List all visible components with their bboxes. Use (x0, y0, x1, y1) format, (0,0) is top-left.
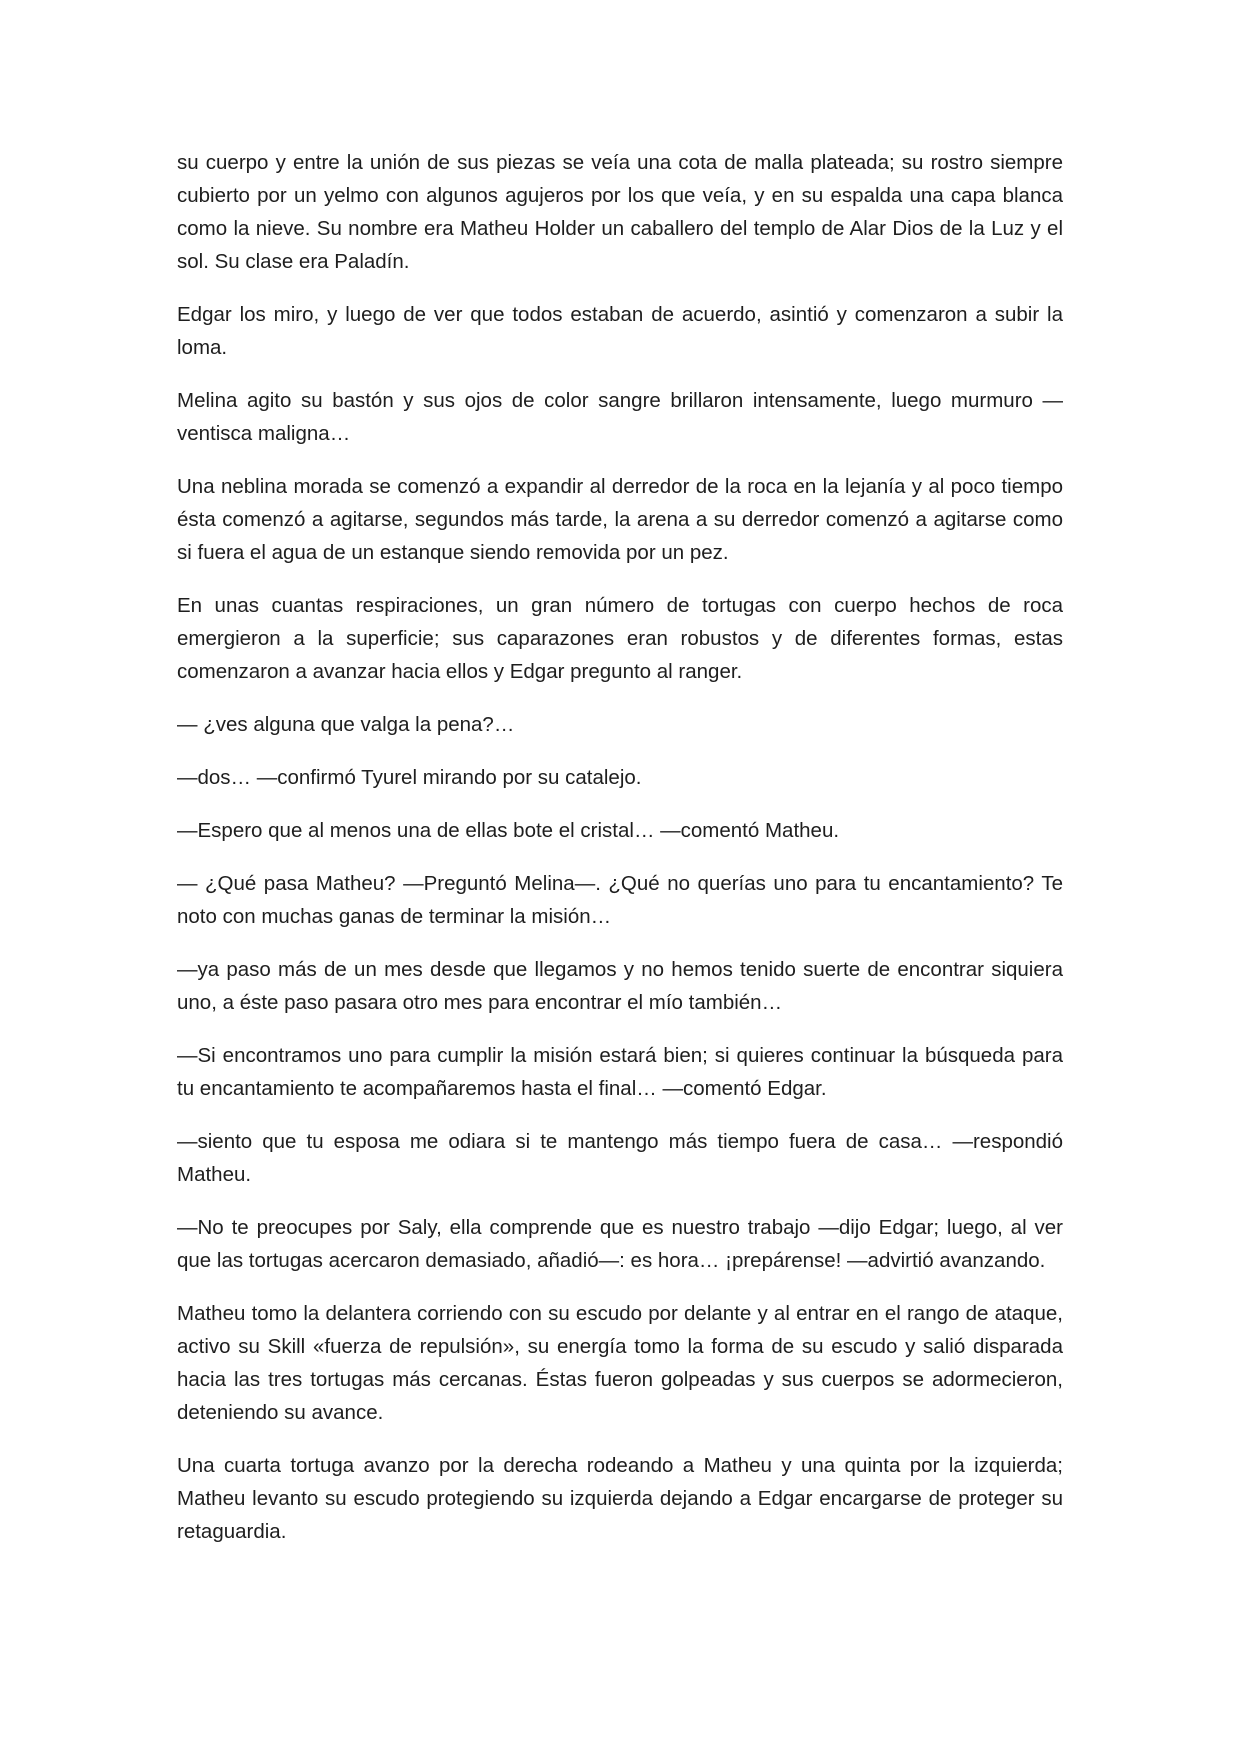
paragraph: su cuerpo y entre la unión de sus piezas se veía una cota de malla plateada; su rostro siempre cubierto por un yelmo con algunos agujeros por los que veía, y en su espalda una capa blanca como la nieve. Su nombre era Matheu Holder un caballero del templo de Alar Dios de la Luz y el sol. Su clase era Paladín. (177, 151, 1063, 273)
paragraph: Una neblina morada se comenzó a expandir al derredor de la roca en la lejanía y al poco tiempo ésta comenzó a agitarse, segundos más tarde, la arena a su derredor comenzó a agitarse como si fuera el agua de un estanque siendo removida por un pez. (177, 475, 1063, 564)
paragraph: — ¿Qué pasa Matheu? —Preguntó Melina—. ¿Qué no querías uno para tu encantamiento? Te noto con muchas ganas de terminar la misión… (177, 872, 1063, 928)
paragraph: —ya paso más de un mes desde que llegamos y no hemos tenido suerte de encontrar siquiera uno, a éste paso pasara otro mes para encontrar el mío también… (177, 958, 1063, 1014)
paragraph: — ¿ves alguna que valga la pena?… (177, 713, 515, 736)
body-text (177, 146, 1063, 1548)
paragraph: En unas cuantas respiraciones, un gran número de tortugas con cuerpo hechos de roca emergieron a la superficie; sus caparazones eran robustos y de diferentes formas, estas comenzaron a avanzar hacia ellos y Edgar pregunto al ranger. (177, 594, 1063, 683)
paragraph: Edgar los miro, y luego de ver que todos estaban de acuerdo, asintió y comenzaron a subir la loma. (177, 303, 1063, 359)
paragraph: Matheu tomo la delantera corriendo con su escudo por delante y al entrar en el rango de ataque, activo su Skill «fuerza de repulsión», su energía tomo la forma de su escudo y salió disparada hacia las tres tortugas más cercanas. Éstas fueron golpeadas y sus cuerpos se adormecieron, deteniendo su avance. (177, 1302, 1063, 1424)
paragraph: Melina agito su bastón y sus ojos de color sangre brillaron intensamente, luego murmuro —ventisca maligna… (177, 389, 1063, 445)
paragraph: Una cuarta tortuga avanzo por la derecha rodeando a Matheu y una quinta por la izquierda; Matheu levanto su escudo protegiendo su izquierda dejando a Edgar encargarse de proteger su retaguardia. (177, 1454, 1063, 1543)
paragraph: —Espero que al menos una de ellas bote el cristal… —comentó Matheu. (177, 819, 840, 842)
paragraph: —dos… —confirmó Tyurel mirando por su catalejo. (177, 766, 642, 789)
paragraph: —Si encontramos uno para cumplir la misión estará bien; si quieres continuar la búsqueda para tu encantamiento te acompañaremos hasta el final… —comentó Edgar. (177, 1044, 1063, 1100)
paragraph: —No te preocupes por Saly, ella comprende que es nuestro trabajo —dijo Edgar; luego, al ver que las tortugas acercaron demasiado, añadió—: es hora… ¡prepárense! —advirtió avanzando. (177, 1216, 1063, 1272)
paragraph: —siento que tu esposa me odiara si te mantengo más tiempo fuera de casa… —respondió Matheu. (177, 1130, 1063, 1186)
